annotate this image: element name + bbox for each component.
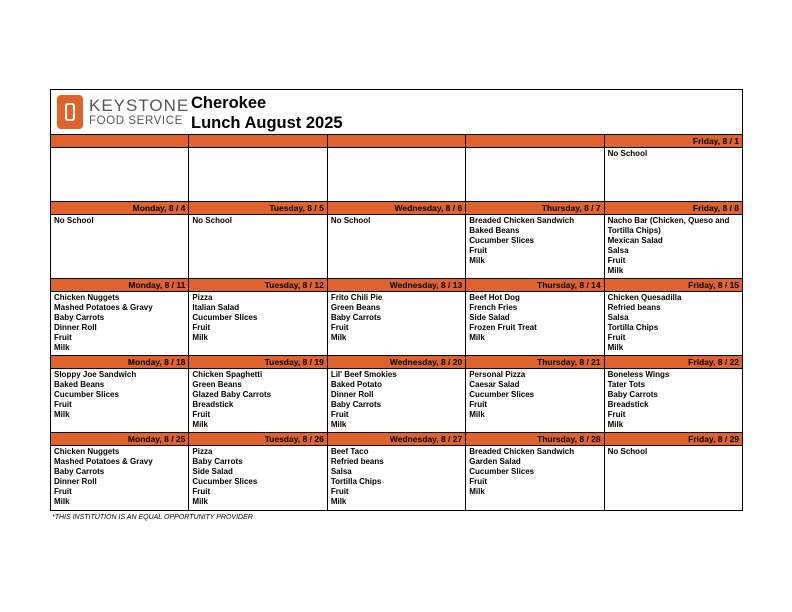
menu-item: Fruit: [192, 410, 211, 419]
menu-item: Baked Beans: [469, 226, 520, 235]
menu-items: [189, 215, 326, 227]
page-title: [191, 93, 343, 133]
day-cell: [466, 202, 604, 278]
menu-item: Side Salad: [192, 467, 233, 476]
menu-item: Milk: [607, 343, 624, 352]
day-cell: [189, 356, 327, 432]
menu-item: Cucumber Slices: [469, 390, 535, 399]
day-cell: [189, 433, 327, 510]
day-cell: [328, 433, 466, 510]
menu-item: Baby Carrots: [192, 457, 243, 466]
menu-item: Breaded Chicken Sandwich: [469, 447, 575, 456]
day-cell: [328, 279, 466, 355]
day-cell: [466, 433, 604, 510]
menu-item: No School: [607, 149, 648, 158]
day-label: Monday, 8 / 11: [51, 279, 188, 292]
menu-item: Lil' Beef Smokies: [330, 370, 397, 379]
day-label: Thursday, 8 / 28: [466, 433, 603, 446]
menu-item: Fruit: [54, 400, 72, 409]
menu-item: Cucumber Slices: [469, 467, 535, 476]
menu-item: Nacho Bar (Chicken, Queso and Tortilla Chips): [607, 216, 730, 235]
menu-item: Milk: [469, 333, 485, 342]
menu-items: [328, 369, 465, 431]
day-label: Tuesday, 8 / 26: [189, 433, 326, 446]
day-cell: [605, 356, 742, 432]
menu-item: Frozen Fruit Treat: [469, 323, 537, 332]
menu-item: Garden Salad: [469, 457, 521, 466]
menu-item: Milk: [54, 410, 70, 419]
menu-item: No School: [607, 447, 648, 456]
menu-items: [466, 446, 603, 498]
day-cell: [189, 135, 327, 201]
menu-item: Milk: [330, 497, 347, 506]
menu-item: Tortilla Chips: [330, 477, 382, 486]
menu-item: Milk: [192, 333, 208, 342]
menu-item: Dinner Roll: [54, 477, 97, 486]
menu-item: Frito Chili Pie: [330, 293, 383, 302]
menu-item: Baked Beans: [54, 380, 105, 389]
menu-item: Chicken Nuggets: [54, 293, 120, 302]
menu-item: French Fries: [469, 303, 518, 312]
menu-item: Beef Taco: [330, 447, 369, 456]
menu-item: Green Beans: [192, 380, 242, 389]
menu-sheet: [50, 89, 743, 511]
week-row: [51, 356, 742, 433]
menu-item: Milk: [330, 420, 347, 429]
day-label: Tuesday, 8 / 12: [189, 279, 326, 292]
menu-items: [51, 148, 188, 150]
menu-item: Fruit: [469, 246, 487, 255]
menu-item: Cucumber Slices: [192, 313, 258, 322]
menu-item: Fruit: [54, 487, 72, 496]
day-label: [328, 135, 465, 148]
menu-items: [328, 292, 465, 344]
day-cell: [328, 135, 466, 201]
menu-item: Milk: [469, 256, 485, 265]
menu-item: Milk: [607, 266, 624, 275]
day-label: Thursday, 8 / 7: [466, 202, 603, 215]
menu-items: [328, 215, 465, 227]
menu-item: Baby Carrots: [330, 400, 382, 409]
day-cell: [51, 433, 189, 510]
menu-item: Sloppy Joe Sandwich: [54, 370, 137, 379]
day-label: Monday, 8 / 4: [51, 202, 188, 215]
menu-item: Baby Carrots: [54, 467, 105, 476]
menu-item: Fruit: [330, 410, 349, 419]
menu-header: [51, 90, 742, 135]
day-cell: [466, 135, 604, 201]
menu-items: [466, 215, 603, 267]
day-cell: [189, 279, 327, 355]
menu-items: [189, 446, 326, 508]
menu-items: [189, 369, 326, 431]
menu-item: Pizza: [192, 447, 213, 456]
day-label: Friday, 8 / 8: [605, 202, 742, 215]
menu-item: Salsa: [330, 467, 352, 476]
school-name: Cherokee: [191, 94, 267, 112]
day-label: Wednesday, 8 / 13: [328, 279, 465, 292]
day-cell: [51, 279, 189, 355]
menu-item: Glazed Baby Carrots: [192, 390, 272, 399]
menu-item: Salsa: [607, 246, 629, 255]
menu-item: Beef Hot Dog: [469, 293, 520, 302]
week-row: [51, 433, 742, 510]
menu-item: Italian Salad: [192, 303, 240, 312]
menu-item: Milk: [54, 343, 70, 352]
brand-name: KEYSTONE: [89, 96, 190, 115]
menu-item: Fruit: [607, 410, 626, 419]
menu-items: [605, 446, 742, 458]
menu-item: Breaded Chicken Sandwich: [469, 216, 575, 225]
day-cell: [189, 202, 327, 278]
menu-item: Fruit: [330, 323, 349, 332]
menu-item: Fruit: [469, 477, 487, 486]
menu-item: Milk: [607, 420, 624, 429]
menu-item: Baby Carrots: [607, 390, 658, 399]
menu-items: [51, 215, 188, 227]
day-label: Wednesday, 8 / 20: [328, 356, 465, 369]
menu-items: [189, 148, 326, 150]
menu-items: [51, 446, 188, 508]
day-label: Tuesday, 8 / 5: [189, 202, 326, 215]
menu-item: Breadstick: [192, 400, 234, 409]
calendar-grid: [51, 135, 742, 510]
day-cell: [605, 433, 742, 510]
menu-item: No School: [192, 216, 232, 225]
day-label: Thursday, 8 / 14: [466, 279, 603, 292]
menu-item: Fruit: [54, 333, 72, 342]
menu-item: Fruit: [469, 400, 487, 409]
menu-item: Refried beans: [330, 457, 384, 466]
week-row: [51, 135, 742, 202]
keystone-logo: [57, 94, 190, 130]
menu-item: Breadstick: [607, 400, 649, 409]
menu-items: [605, 215, 742, 277]
menu-items: [605, 148, 742, 160]
menu-item: Fruit: [607, 333, 626, 342]
menu-items: [605, 369, 742, 431]
menu-items: [328, 446, 465, 508]
menu-item: Boneless Wings: [607, 370, 670, 379]
menu-items: [51, 292, 188, 354]
menu-item: Milk: [192, 497, 208, 506]
week-row: [51, 202, 742, 279]
menu-item: Fruit: [330, 487, 349, 496]
menu-item: Tortilla Chips: [607, 323, 659, 332]
menu-items: [51, 369, 188, 421]
menu-item: No School: [54, 216, 94, 225]
day-label: [189, 135, 326, 148]
menu-item: Personal Pizza: [469, 370, 526, 379]
menu-item: Refried beans: [607, 303, 661, 312]
day-cell: [328, 356, 466, 432]
menu-item: Milk: [330, 333, 347, 342]
menu-item: Cucumber Slices: [192, 477, 258, 486]
day-cell: [51, 135, 189, 201]
menu-item: Chicken Spaghetti: [192, 370, 263, 379]
menu-item: Dinner Roll: [330, 390, 374, 399]
day-cell: [51, 356, 189, 432]
menu-item: Mexican Salad: [607, 236, 663, 245]
menu-item: Milk: [469, 410, 485, 419]
day-label: Tuesday, 8 / 19: [189, 356, 326, 369]
day-label: Friday, 8 / 15: [605, 279, 742, 292]
day-cell: [605, 202, 742, 278]
menu-item: Chicken Nuggets: [54, 447, 120, 456]
menu-items: [328, 148, 465, 150]
menu-item: Milk: [469, 487, 485, 496]
menu-item: Fruit: [192, 323, 211, 332]
menu-item: Side Salad: [469, 313, 510, 322]
day-label: Wednesday, 8 / 27: [328, 433, 465, 446]
menu-item: Baked Potato: [330, 380, 382, 389]
menu-item: Pizza: [192, 293, 213, 302]
menu-item: Milk: [192, 420, 208, 429]
menu-item: Baby Carrots: [54, 313, 105, 322]
menu-items: [466, 148, 603, 150]
day-label: Monday, 8 / 18: [51, 356, 188, 369]
menu-items: [605, 292, 742, 354]
menu-month: Lunch August 2025: [191, 114, 343, 132]
day-label: Friday, 8 / 1: [605, 135, 742, 148]
brand-tagline: FOOD SERVICE: [89, 115, 183, 127]
day-cell: [328, 202, 466, 278]
menu-item: Chicken Quesadilla: [607, 293, 682, 302]
menu-item: No School: [330, 216, 371, 225]
day-cell: [466, 279, 604, 355]
day-label: Wednesday, 8 / 6: [328, 202, 465, 215]
menu-item: Fruit: [607, 256, 626, 265]
footnote: *THIS INSTITUTION IS AN EQUAL OPPORTUNITY PROVIDER: [52, 514, 253, 521]
menu-items: [466, 369, 603, 421]
keystone-k-icon: [57, 95, 83, 129]
day-label: [51, 135, 188, 148]
menu-item: Mashed Potatoes & Gravy: [54, 303, 153, 312]
menu-items: [189, 292, 326, 344]
menu-item: Tater Tots: [607, 380, 646, 389]
menu-item: Green Beans: [330, 303, 381, 312]
menu-item: Fruit: [192, 487, 211, 496]
day-label: Friday, 8 / 29: [605, 433, 742, 446]
menu-item: Mashed Potatoes & Gravy: [54, 457, 153, 466]
week-row: [51, 279, 742, 356]
day-cell: [51, 202, 189, 278]
menu-item: Caesar Salad: [469, 380, 520, 389]
menu-item: Salsa: [607, 313, 629, 322]
menu-item: Dinner Roll: [54, 323, 97, 332]
menu-item: Cucumber Slices: [469, 236, 535, 245]
day-label: Friday, 8 / 22: [605, 356, 742, 369]
menu-item: Milk: [54, 497, 70, 506]
day-cell: [466, 356, 604, 432]
day-cell: [605, 135, 742, 201]
day-label: [466, 135, 603, 148]
menu-item: Cucumber Slices: [54, 390, 119, 399]
menu-item: Baby Carrots: [330, 313, 382, 322]
menu-items: [466, 292, 603, 344]
day-label: Monday, 8 / 25: [51, 433, 188, 446]
day-cell: [605, 279, 742, 355]
day-label: Thursday, 8 / 21: [466, 356, 603, 369]
